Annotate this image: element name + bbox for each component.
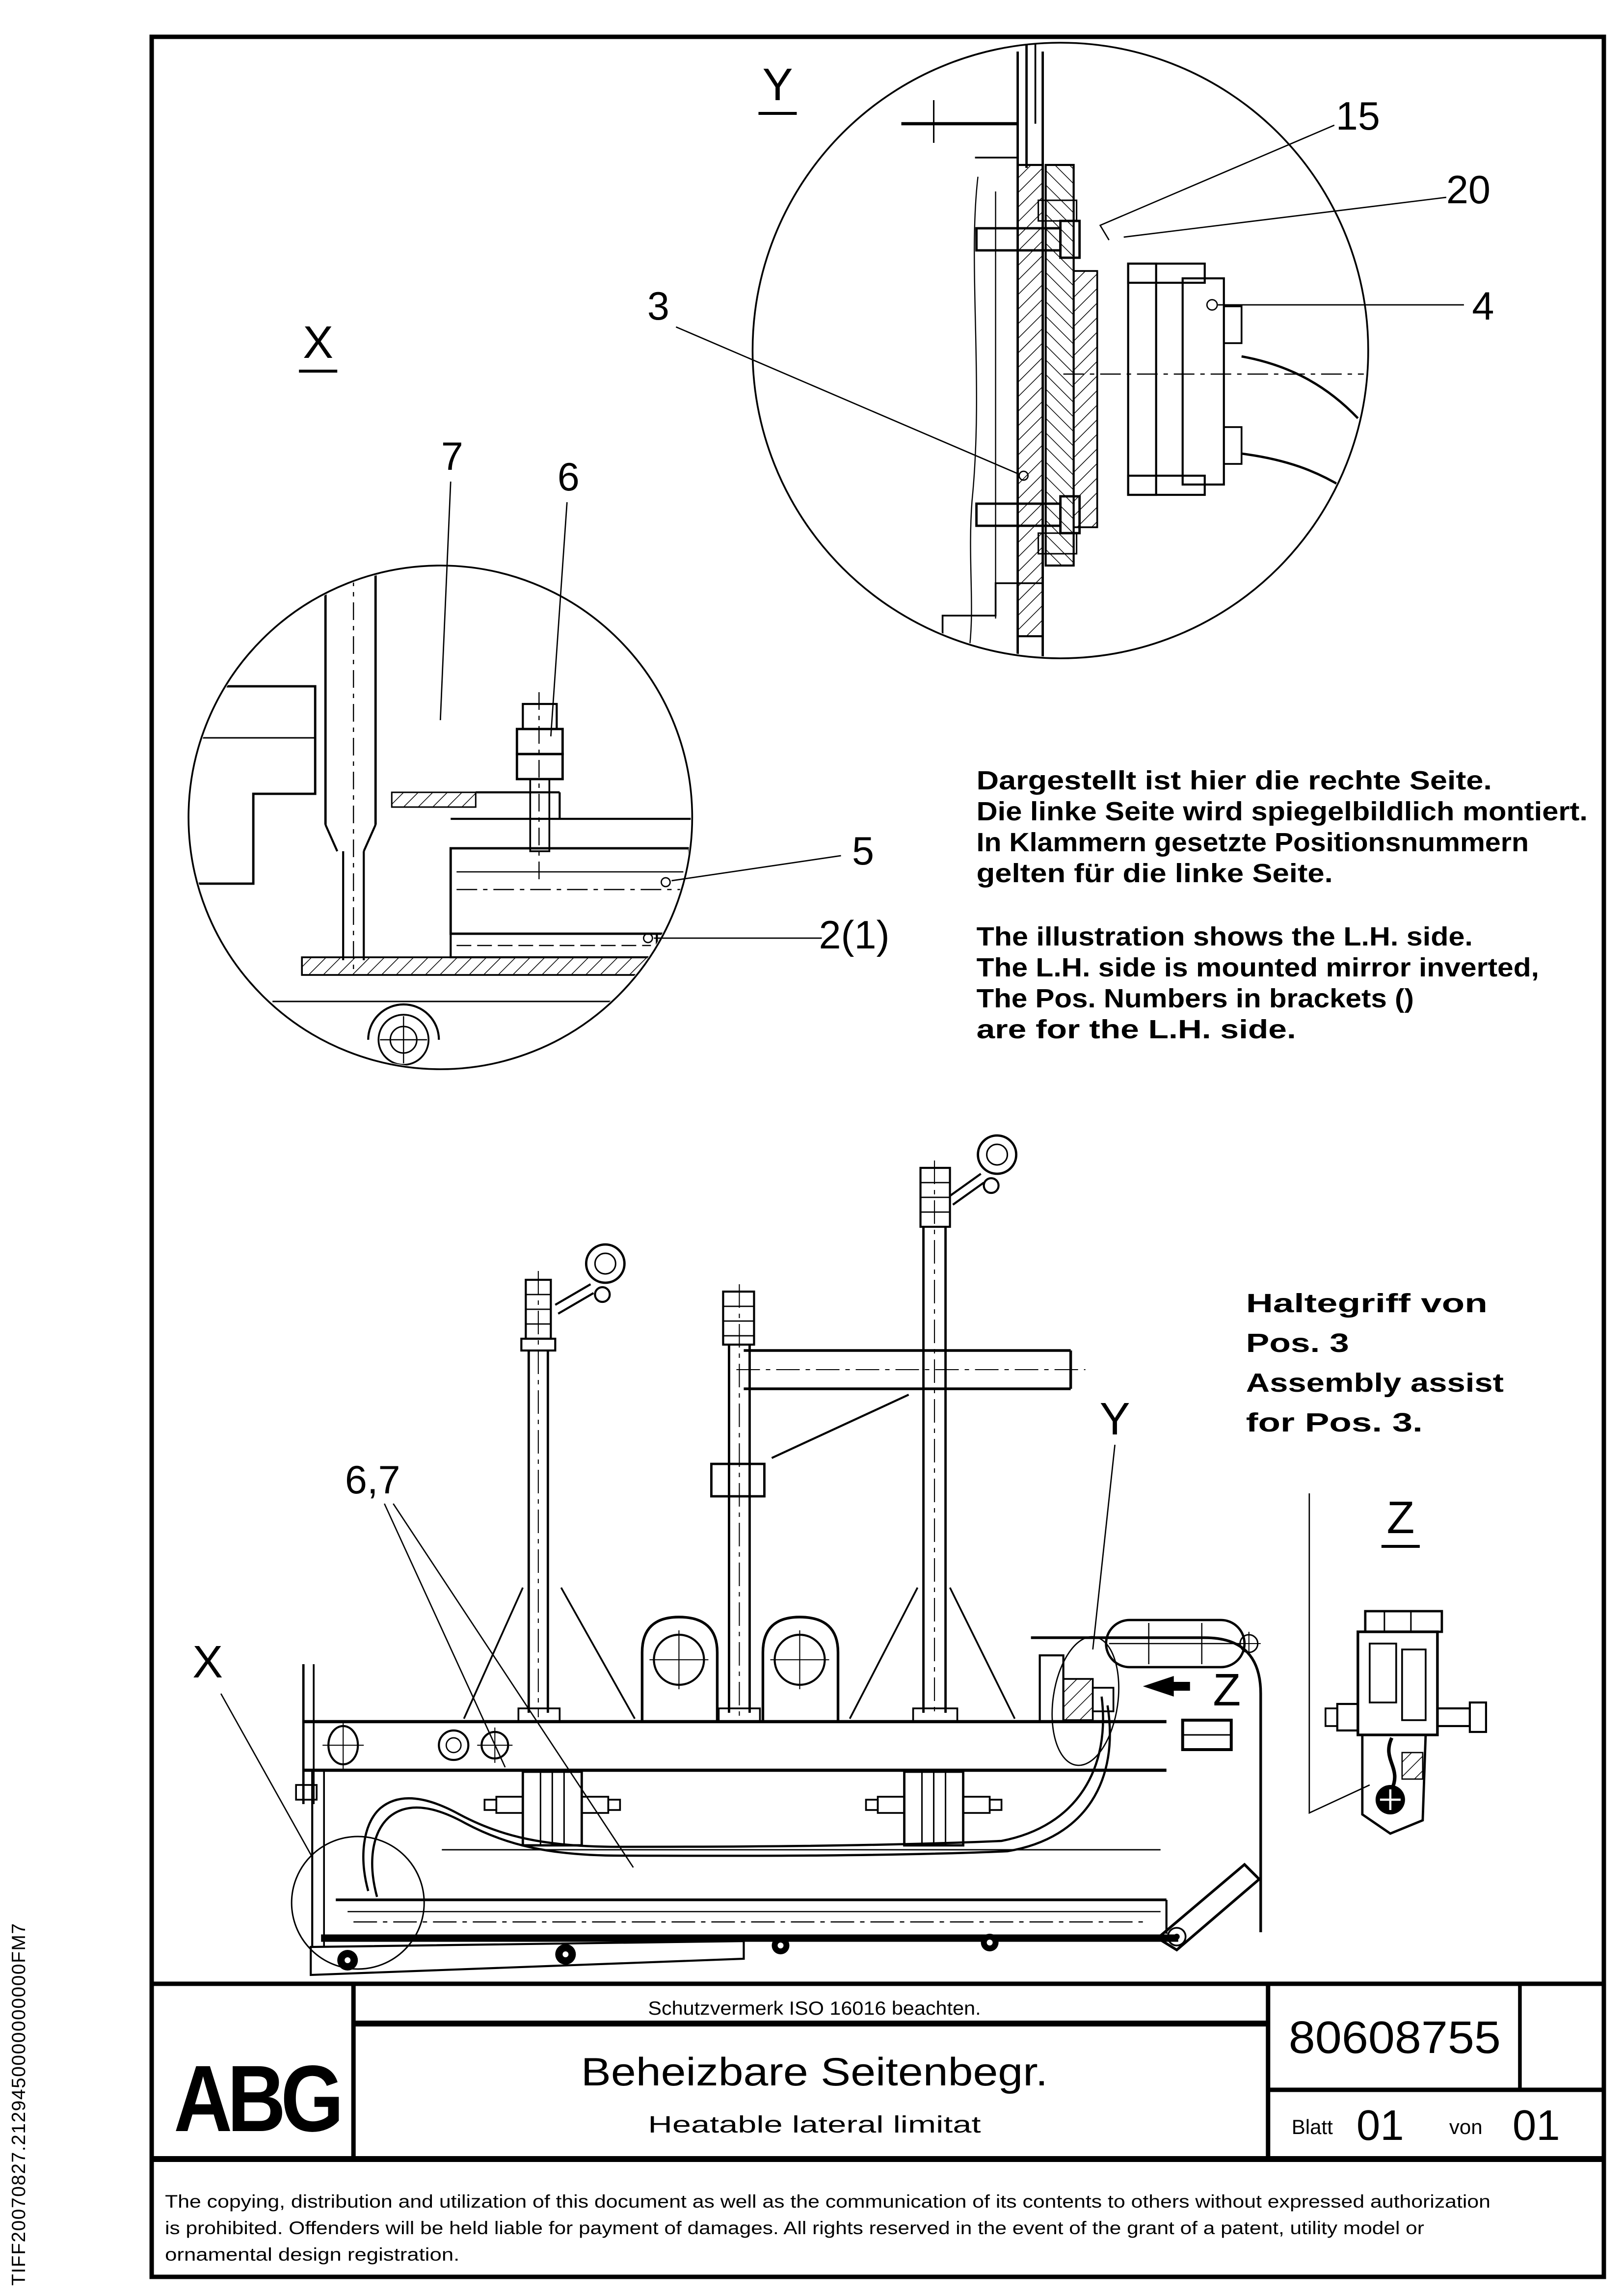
- legal-line-2: is prohibited. Offenders will be held liable for payment of damages. All rights reserved in the event of the grant of a patent, utility model or: [165, 2217, 1424, 2238]
- detail-view-x: [147, 566, 692, 1069]
- assembly-note-line-1: Haltegriff von: [1246, 1289, 1488, 1318]
- protection-note: Schutzvermerk ISO 16016 beachten.: [648, 1998, 981, 2019]
- assembly-note-line-4: for Pos. 3.: [1246, 1408, 1423, 1437]
- sheet-label: Blatt: [1291, 2115, 1333, 2138]
- detail-view-z: [1309, 1493, 1486, 1834]
- main-assembly-view: [292, 1135, 1261, 1975]
- sheet-current: 01: [1356, 2102, 1404, 2149]
- part-label-2-1: 2(1): [819, 913, 890, 957]
- legal-line-3: ornamental design registration.: [165, 2244, 460, 2265]
- view-label-x: X: [192, 1636, 223, 1687]
- part-label-6: 6: [557, 455, 580, 499]
- note-de-line-2: Die linke Seite wird spiegelbildlich montiert.: [976, 797, 1588, 826]
- part-label-20: 20: [1446, 168, 1490, 212]
- sheet-total: 01: [1512, 2102, 1560, 2149]
- note-en-line-3: The Pos. Numbers in brackets (): [976, 984, 1414, 1013]
- detail-label-x: X: [303, 317, 334, 368]
- note-de-line-3: In Klammern gesetzte Positionsnummern: [976, 828, 1529, 857]
- detail-view-y: [752, 43, 1368, 666]
- note-de-line-4: gelten für die linke Seite.: [976, 859, 1333, 888]
- detail-label-y: Y: [762, 59, 793, 110]
- legal-block: [165, 2191, 1490, 2265]
- part-label-5: 5: [851, 829, 875, 873]
- assembly-note-line-3: Assembly assist: [1246, 1368, 1504, 1398]
- title-block: [152, 1984, 1604, 2159]
- drawing-number: 80608755: [1288, 2012, 1501, 2063]
- cable-clamp: [866, 1772, 1002, 1845]
- detail-label-z: Z: [1386, 1492, 1415, 1543]
- drawing-title-de: Beheizbare Seitenbegr.: [581, 2050, 1048, 2094]
- part-label-7: 7: [441, 434, 463, 479]
- legal-line-1: The copying, distribution and utilization of this document as well as the communication of its contents to others without expressed authorization: [165, 2191, 1490, 2212]
- notes-german: [977, 766, 1588, 888]
- arrow-left-icon: [1143, 1676, 1190, 1697]
- drawing-title-en: Heatable lateral limitat: [648, 2112, 981, 2138]
- note-en-line-2: The L.H. side is mounted mirror inverted,: [976, 953, 1539, 982]
- view-label-z: Z: [1213, 1664, 1241, 1715]
- part-label-15: 15: [1335, 94, 1380, 138]
- note-en-line-4: are for the L.H. side.: [976, 1015, 1296, 1044]
- company-logo: ABG: [174, 2046, 339, 2151]
- part-label-6-7: 6,7: [345, 1458, 400, 1502]
- assembly-note-line-2: Pos. 3: [1246, 1328, 1349, 1358]
- part-label-3: 3: [647, 284, 669, 328]
- note-de-line-1: Dargestellt ist hier die rechte Seite.: [976, 766, 1492, 795]
- side-file-code: TIFF20070827.2129450000000000FM7: [8, 1922, 30, 2286]
- sheet-of-label: von: [1449, 2115, 1483, 2138]
- view-label-y: Y: [1099, 1393, 1130, 1444]
- note-en-line-1: The illustration shows the L.H. side.: [976, 922, 1473, 951]
- assembly-note: [1246, 1289, 1504, 1437]
- part-label-4: 4: [1472, 284, 1494, 328]
- notes-english: [977, 922, 1539, 1044]
